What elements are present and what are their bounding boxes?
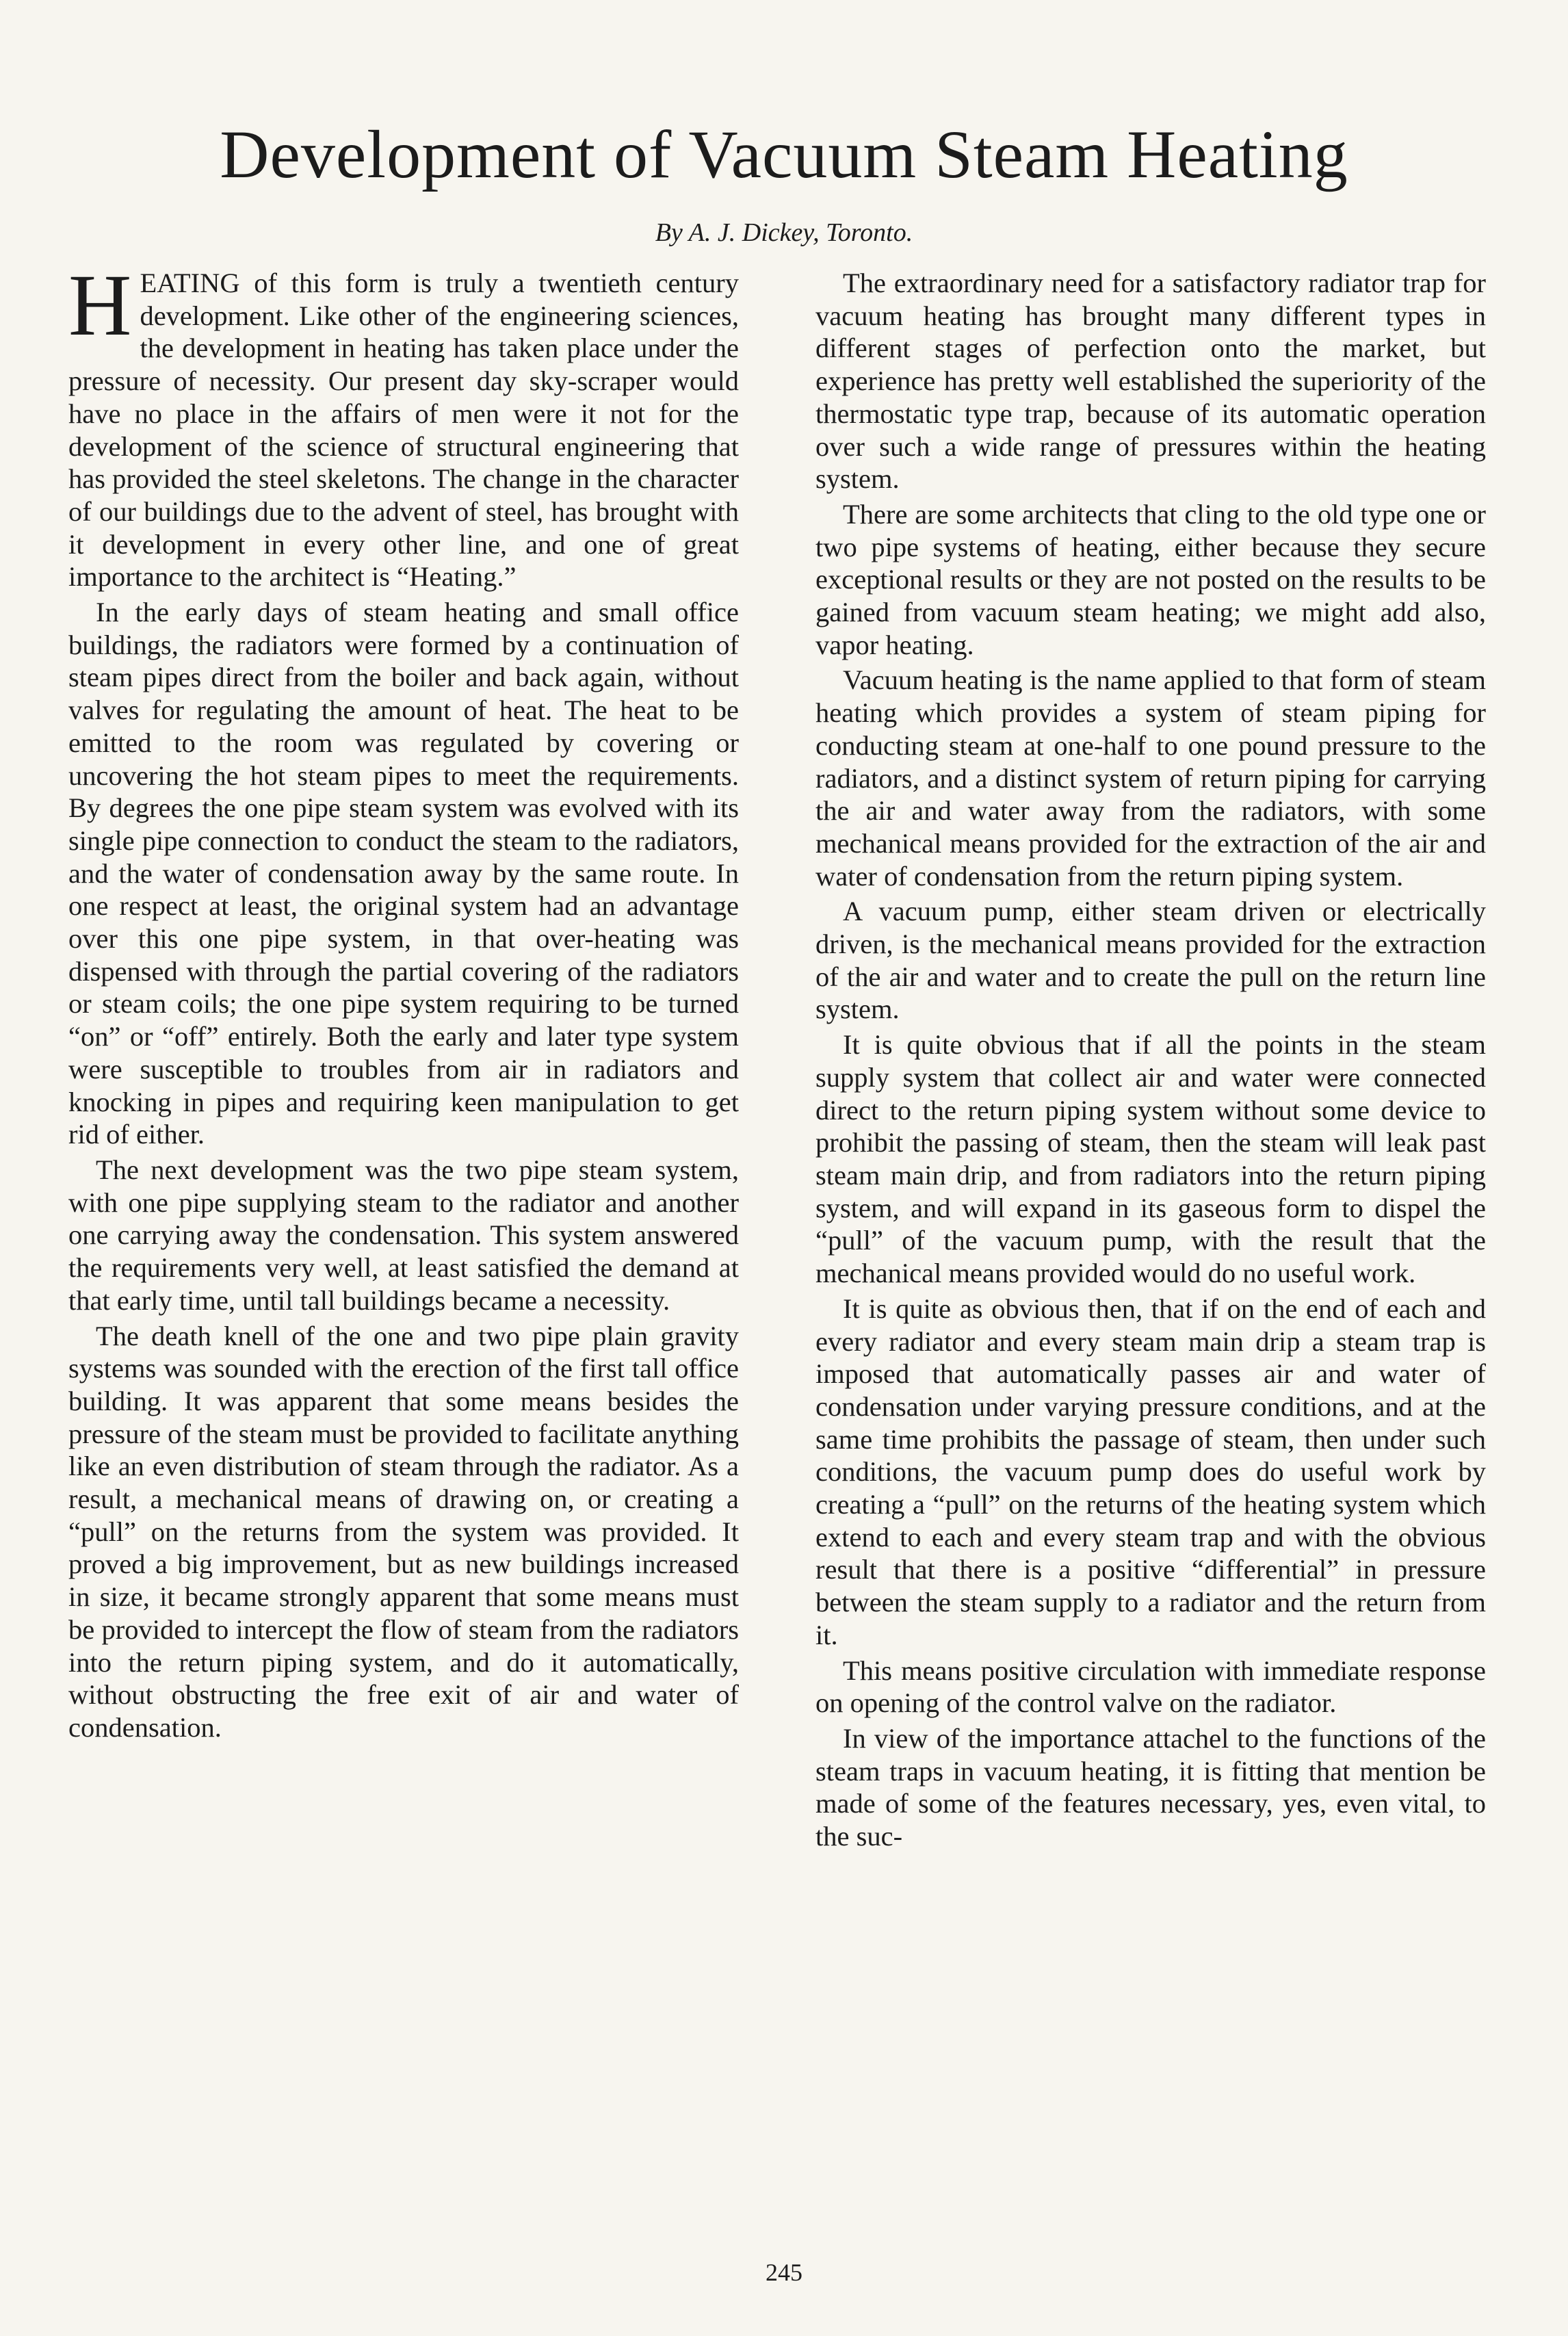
page-number: 245 xyxy=(766,2259,802,2286)
article-byline: By A. J. Dickey, Toronto. xyxy=(655,218,913,247)
drop-cap: H xyxy=(68,257,132,354)
paragraph: A vacuum pump, either steam driven or electrically driven, is the mechanical means provided for the extraction of the air and water and to create the pull on the return line system. xyxy=(815,896,1486,1025)
article-title: Development of Vacuum Steam Heating xyxy=(220,116,1348,192)
paragraph: There are some architects that cling to the old type one or two pipe systems of heating, either because they secure exceptional results or they are not posted on the results to be gained from vacuum steam heating; we might add also, vapor heating. xyxy=(815,498,1486,660)
paragraph: It is quite obvious that if all the points in the steam supply system that collect air and water were connected direct to the return piping system without some device to prohibit the passing of steam, then the steam will leak past steam main drip, and from radiators into the return piping system, and will expand in its gaseous form to dispel the “pull” of the vacuum pump, with the result that the mechanical means provided would do no useful work. xyxy=(815,1029,1486,1289)
paragraph-text: EATING of this form is truly a twentieth century development. Like other of the engineering sciences, the development in heating has taken place under the pressure of necessity. Our present day sky-scraper would have no place in the affairs of men were it not for the development of the science of structural engineering that has provided the steel skeletons. The change in the character of our buildings due to the advent of steel, has brought with it development in every other line, and one of great importance to the architect is “Heating.” xyxy=(68,268,739,593)
left-column xyxy=(68,257,739,1747)
paragraph xyxy=(68,257,739,593)
paragraph: It is quite as obvious then, that if on the end of each and every radiator and every steam main drip a steam trap is imposed that automatically passes air and water of condensation under varying pressure conditions, and at the same time prohibits the passage of steam, then under such conditions, the vacuum pump does do useful work by creating a “pull” on the returns of the heating system which extend to each and every steam trap and with the obvious result that there is a positive “differential” in pressure between the steam supply to a radiator and the return from it. xyxy=(815,1293,1486,1650)
paragraph: The death knell of the one and two pipe plain gravity systems was sounded with the erection of the first tall office building. It was apparent that some means besides the pressure of the steam must be provided to facilitate anything like an even distribution of steam through the radiator. As a result, a mechanical means of drawing on, or creating a “pull” on the returns from the system was provided. It proved a big improvement, but as new buildings increased in size, it became strongly apparent that some means must be provided to intercept the flow of steam from the radiators into the return piping system, and do it automatically, without obstructing the free exit of air and water of condensation. xyxy=(68,1320,739,1743)
paragraph: In view of the importance attachel to the functions of the steam traps in vacuum heating, it is fitting that mention be made of some of the features necessary, yes, even vital, to the suc- xyxy=(815,1722,1486,1852)
right-column xyxy=(815,267,1486,1856)
paragraph: In the early days of steam heating and small office buildings, the radiators were formed by a continuation of steam pipes direct from the boiler and back again, without valves for regulating the amount of heat. The heat to be emitted to the room was regulated by covering or uncovering the hot steam pipes to meet the requirements. By degrees the one pipe steam system was evolved with its single pipe connection to conduct the steam to the radiators, and the water of condensation away by the same route. In one respect at least, the original system had an advantage over this one pipe system, in that over-heating was dispensed with through the partial covering of the radiators or steam coils; the one pipe system requiring to be turned “on” or “off” entirely. Both the early and later type system were susceptible to troubles from air in radiators and knocking in pipes and requiring keen manipulation to get rid of either. xyxy=(68,597,739,1150)
paragraph: This means positive circulation with immediate response on opening of the control valve on the radiator. xyxy=(815,1654,1486,1719)
paragraph: The extraordinary need for a satisfactory radiator trap for vacuum heating has brought many different types in different stages of perfection onto the market, but experience has pretty well established the superiority of the thermostatic type trap, because of its automatic operation over such a wide range of pressures within the heating system. xyxy=(815,268,1486,495)
paragraph: Vacuum heating is the name applied to that form of steam heating which provides a system of steam piping for conducting steam at one-half to one pound pressure to the radiators, and a distinct system of return piping for carrying the air and water away from the radiators, with some mechanical means provided for the extraction of the air and water of condensation from the return piping system. xyxy=(815,664,1486,892)
paragraph: The next development was the two pipe steam system, with one pipe supplying steam to the radiator and another one carrying away the condensation. This system answered the requirements very well, at least satisfied the demand at that early time, until tall buildings became a necessity. xyxy=(68,1154,739,1316)
